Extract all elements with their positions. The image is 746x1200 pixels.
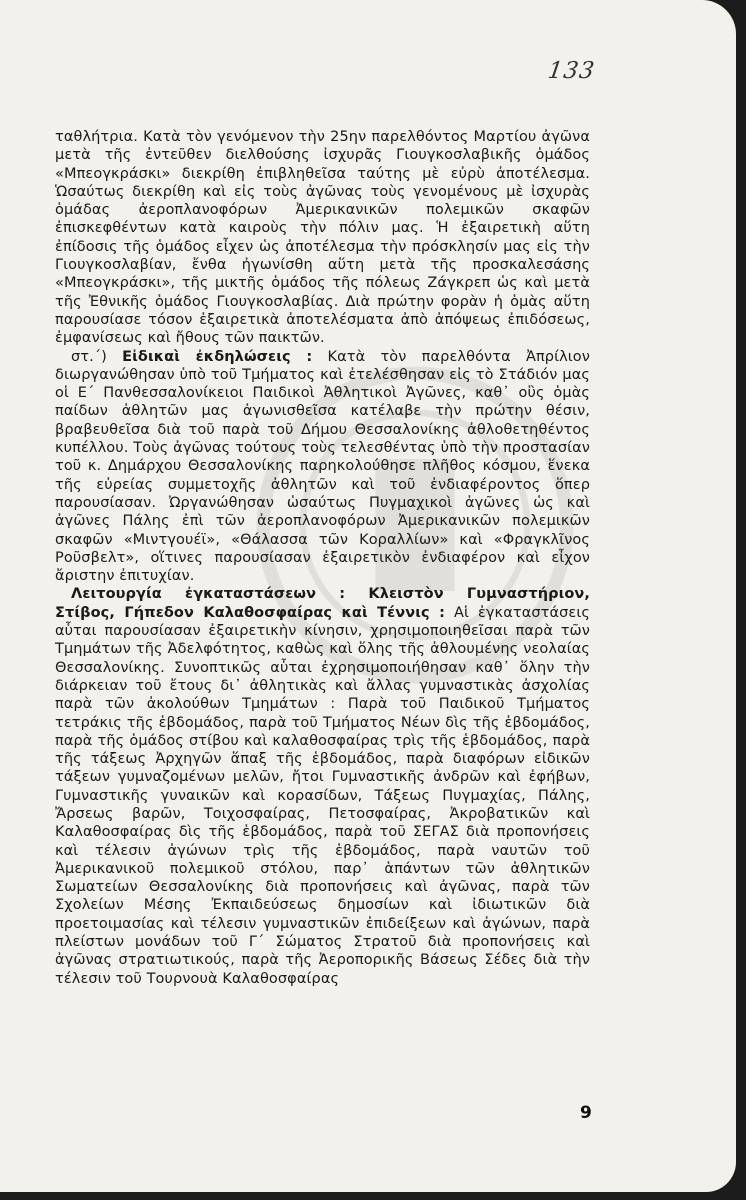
facilities-heading-line-1: Λειτουργία ἐγκαταστάσεων : Κλειστὸν Γυμναστήριον,	[71, 586, 590, 603]
section-text: Κατὰ τὸν παρελθόντα Ἀπρίλιον διωργανώθησαν ὑπὸ τοῦ Τμήματος καὶ ἐτελέσθησαν εἰς τὸ Στάδιόν μας οἱ Ε΄ Πανθεσσαλονίκειοι Παιδικοὶ Ἀθλητικοὶ Ἀγῶνες, καθ᾽ οὓς ὁμὰς παίδων ἀθλητῶν μας ἀγωνισθεῖσα κατέλαβε τὴν πρώτην θέσιν, βραβευθεῖσα διὰ τοῦ παρὰ τοῦ Δήμου Θεσσαλονίκης ἀθλοθετηθέντος κυπέλλου. Τοὺς ἀγῶνας τούτους τοὺς τελεσθέντας ὑπὸ τὴν προστασίαν τοῦ κ. Δημάρχου Θεσσαλονίκης παρηκολούθησε πλῆθος κόσμου, ἕνεκα τῆς εὐρείας συμμετοχῆς ἀθλητῶν καὶ τοῦ ἐνδιαφέροντος ὅπερ παρουσίασαν. Ὠργανώθησαν ὡσαύτως Πυγμαχικοὶ ἀγῶνες ὡς καὶ ἀγῶνες Πάλης ἐπὶ τῶν ἀεροπλανοφόρων Ἀμερικανικῶν πολεμικῶν σκαφῶν «Μιντγουέϊ», «Θάλασσα τῶν Κοραλλίων» καὶ «Φραγκλῖνος Ροῦσβελτ», οἵτινες παρουσίασαν ἐξαιρετικὸν ἐνδιαφέρον καὶ εἶχον ἄριστην ἐπιτυχίαν.	[55, 348, 590, 585]
handwritten-page-number: 133	[546, 58, 597, 84]
page-number: 9	[580, 1103, 592, 1123]
facilities-text: Αἱ ἐγκαταστάσεις αὗται παρουσίασαν ἐξαιρετικὴν κίνησιν, χρησιμοποιηθεῖσαι παρὰ τῶν Τμημάτων τῆς Ἀδελφότητος, καθὼς καὶ ὅλης τῆς ἀθλουμένης νεολαίας Θεσσαλονίκης. Συνοπτικῶς αὗται ἐχρησιμοποιήθησαν καθ᾽ ὅλην τὴν διάρκειαν τοῦ ἔτους δι᾽ ἀθλητικὰς καὶ ἄλλας γυμναστικὰς ἀσχολίας παρὰ τῶν ἀκολούθων Τμημάτων : Παρὰ τοῦ Παιδικοῦ Τμήματος τετράκις τῆς ἑβδομάδος, παρὰ τοῦ Τμήματος Νέων δὶς τῆς ἑβδομάδος, παρὰ τῆς ὁμάδος στίβου καὶ καλαθοσφαίρας τρὶς τῆς ἑβδομάδος, παρὰ τῆς τάξεως Ἀρχηγῶν ἅπαξ τῆς ἑβδομάδος, παρὰ διαφόρων εἰδικῶν τάξεων γυμναζομένων μελῶν, ἤτοι Γυμναστικῆς ἀνδρῶν καὶ ἐφήβων, Γυμναστικῆς γυναικῶν καὶ κορασίδων, Τάξεως Πυγμαχίας, Πάλης, Ἄρσεως βαρῶν, Τοιχοσφαίρας, Πετοσφαίρας, Ἀκροβατικῶν καὶ Καλαθοσφαίρας δὶς τῆς ἑβδομάδος, παρὰ τοῦ ΣΕΓΑΣ διὰ προπονήσεις καὶ τέλεσιν ἀγώνων τρὶς τῆς ἑβδομάδος, παρὰ ναυτῶν τοῦ Ἀμερικανικοῦ πολεμικοῦ στόλου, παρ᾽ ἁπάντων τῶν ἀθλητικῶν Σωματείων Θεσσαλονίκης διὰ προπονήσεις καὶ ἀγῶνας, παρὰ τῶν Σχολείων Μέσης Ἐκπαιδεύσεως δημοσίων καὶ ἰδιωτικῶν διὰ προετοιμασίας καὶ τέλεσιν γυμναστικῶν ἐπιδείξεων καὶ ἀγώνων, παρὰ πλείστων μονάδων τοῦ Γ΄ Σώματος Στρατοῦ διὰ προπονήσεις καὶ ἀγῶνας στρατιωτικούς, παρὰ τῆς Ἀεροπορικῆς Βάσεως Σέδες διὰ τὴν τέλεσιν τοῦ Τουρνουὰ Καλαθοσφαίρας	[55, 604, 590, 987]
paragraph-continuation: ταθλήτρια. Κατὰ τὸν γενόμενον τὴν 25ην παρελθόντος Μαρτίου ἀγῶνα μετὰ τῆς ἐντεῦθεν διελθούσης ἰσχυρᾶς Γιουγκοσλαβικῆς ὁμάδος «Μπεογκράσκι» διεκρίθη ἐπιβληθεῖσα ταύτης μὲ εὐρὺ ἀποτέλεσμα. Ὡσαύτως διεκρίθη καὶ εἰς τοὺς ἀγῶνας τοὺς γενομένους μὲ ἰσχυρὰς ὁμάδας ἀεροπλανοφόρων Ἀμερικανικῶν πολεμικῶν σκαφῶν ἐπισκεφθέντων κατὰ καιροὺς τὴν πόλιν μας. Ἡ ἐξαιρετικὴ αὕτη ἐπίδοσις τῆς ὁμάδος εἶχεν ὡς ἀποτέλεσμα τὴν πρόσκλησίν μας εἰς τὴν Γιουγκοσλαβίαν, ἔνθα ἠγωνίσθη αὕτη μετὰ τῆς προσκαλεσάσης «Μπεογκράσκι», τῆς μικτῆς ὁμάδος τῆς πόλεως Ζάγκρεπ ὡς καὶ μετὰ τῆς Ἐθνικῆς ὁμάδος Γιουγκοσλαβίας. Διὰ πρώτην φορὰν ἡ ὁμὰς αὕτη παρουσίασε τόσον ἐξαιρετικὰ ἀποτελέσματα ἀπὸ ἀπόψεως ἐπιδόσεως, ἐμφανίσεως καὶ ἤθους τῶν παικτῶν.	[55, 129, 590, 347]
body-text	[55, 128, 590, 988]
paragraph-facilities	[55, 585, 590, 988]
facilities-heading-line-2: Στίβος, Γήπεδον Καλαθοσφαίρας καὶ Τέννις :	[55, 604, 445, 621]
paragraph-special-events	[55, 348, 590, 586]
section-heading: Εἰδικαὶ ἐκδηλώσεις :	[122, 348, 313, 365]
section-marker: στ.΄)	[71, 348, 107, 365]
